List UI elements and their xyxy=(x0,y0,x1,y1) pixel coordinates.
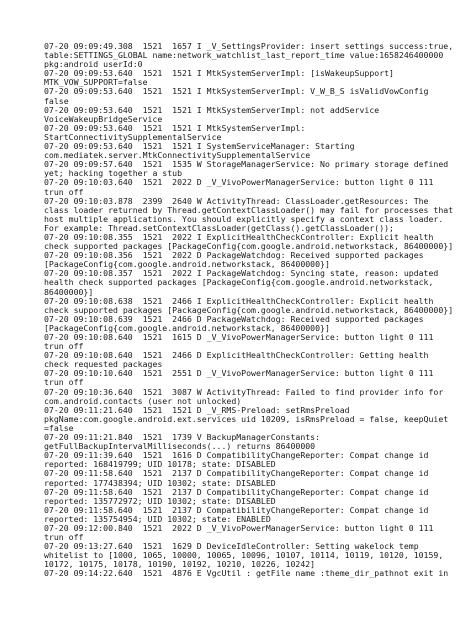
log-line: check supported packages [PackageConfig{com.google.android.networkstack, 86400000}] xyxy=(44,304,454,315)
log-line: com.android.contacts (user not unlocked) xyxy=(44,395,242,406)
log-line: getFullBackupIntervalMilliseconds(...) returns 86400000 xyxy=(44,441,316,452)
log-line: reported: 177438394; UID 10302; state: DISABLED xyxy=(44,477,276,488)
log-line: 07-20 09:11:58.640 1521 2137 D CompatibilityChangeReporter: Compat change id xyxy=(44,468,429,479)
log-line: trun off xyxy=(44,341,84,352)
log-line: 07-20 09:10:36.640 1521 3087 W ActivityThread: Failed to find provider info for xyxy=(44,386,444,397)
log-line: 07-20 09:10:08.640 1521 2466 D ExplicitHealthCheckController: Getting health xyxy=(44,350,429,361)
log-line: trun off xyxy=(44,377,84,388)
log-line: false xyxy=(44,95,69,106)
log-line: 07-20 09:09:53.640 1521 1521 I MtkSystemServerImpl: not addService xyxy=(44,104,380,115)
log-line: table:SETTINGS_GLOBAL name:network_watchlist_last_report_time value:1658246400000 xyxy=(44,50,444,61)
log-line: [PackageConfig{com.google.android.networkstack, 86400000}] xyxy=(44,259,330,270)
log-line: StartConnectivitySupplementalService xyxy=(44,131,222,142)
log-line: host multiple applications. You should explicitly specify a context class loader. xyxy=(44,213,444,224)
log-line: 07-20 09:10:03.640 1521 2022 D _V_VivoPowerManagerService: button light 0 111 xyxy=(44,177,434,188)
log-line: 07-20 09:10:08.357 1521 2022 I PackageWatchdog: Syncing state, reason: updated xyxy=(44,268,439,279)
log-line: trun off xyxy=(44,532,84,543)
log-line: yet; hacking together a stub xyxy=(44,168,183,179)
log-line: 07-20 09:13:27.640 1521 1629 D DeviceIdleController: Setting wakelock temp xyxy=(44,541,419,552)
log-line: 07-20 09:10:08.638 1521 2466 I ExplicitHealthCheckController: Explicit health xyxy=(44,295,434,306)
log-line: 10172, 10175, 10178, 10190, 10192, 10210, 10226, 10242] xyxy=(44,559,316,570)
log-line: whitelist to [1000, 1065, 10000, 10065, 10096, 10107, 10114, 10119, 10120, 10159, xyxy=(44,550,444,561)
log-line: 07-20 09:10:08.356 1521 2022 D PackageWatchdog: Received supported packages xyxy=(44,250,424,261)
log-line: pkgName:com.google.android.ext.services uid 10209, isRmsPreload = false, keepQuiet xyxy=(44,413,449,424)
log-line: 07-20 09:10:10.640 1521 2551 D _V_VivoPowerManagerService: button light 0 111 xyxy=(44,368,434,379)
log-line: 07-20 09:10:03.878 2399 2640 W ActivityThread: ClassLoader.getResources: The xyxy=(44,195,429,206)
log-line: check supported packages [PackageConfig{com.google.android.networkstack, 86400000}] xyxy=(44,241,454,252)
log-line: 07-20 09:11:58.640 1521 2137 D CompatibilityChangeReporter: Compat change id xyxy=(44,486,429,497)
log-line: 07-20 09:09:53.640 1521 1521 I MtkSystemServerImpl: [isWakeupSupport] xyxy=(44,68,394,79)
log-line: VoiceWakeupBridgeService xyxy=(44,113,163,124)
log-line: MTK_VOW_SUPPORT=false xyxy=(44,77,148,88)
log-line: trun off xyxy=(44,186,84,197)
log-line: 07-20 09:11:21.640 1521 1521 D _V_RMS-Preload: setRmsPreload xyxy=(44,404,350,415)
log-line: reported: 168419799; UID 10178; state: DISABLED xyxy=(44,459,276,470)
log-line: class loader returned by Thread.getContextClassLoader() may fail for processes that xyxy=(44,204,454,215)
log-line: health check supported packages [PackageConfig{com.google.android.networkstack, xyxy=(44,277,434,288)
log-line: 86400000}] xyxy=(44,286,94,297)
log-line: 07-20 09:09:53.640 1521 1521 I MtkSystemServerImpl: xyxy=(44,122,306,133)
log-line: 07-20 09:10:08.639 1521 2466 D PackageWatchdog: Received supported packages xyxy=(44,313,424,324)
log-line: 07-20 09:09:53.640 1521 1521 I MtkSystemServerImpl: V_W_B_S isValidVowConfig xyxy=(44,86,429,97)
log-line: com.mediatek.server.MtkConnectivitySupplementalService xyxy=(44,150,311,161)
log-line: reported: 135754954; UID 10302; state: ENABLED xyxy=(44,513,271,524)
log-line: [PackageConfig{com.google.android.networkstack, 86400000}] xyxy=(44,322,330,333)
log-text-block xyxy=(44,42,464,579)
log-line: 07-20 09:09:49.308 1521 1657 I _V_SettingsProvider: insert settings success:true, xyxy=(44,41,454,51)
log-line: 07-20 09:10:08.355 1521 2022 I ExplicitHealthCheckController: Explicit health xyxy=(44,231,434,242)
log-line: check requested packages xyxy=(44,359,163,370)
log-line: 07-20 09:11:21.840 1521 1739 V BackupManagerConstants: xyxy=(44,432,321,443)
log-line: 07-20 09:09:53.640 1521 1521 I SystemServiceManager: Starting xyxy=(44,141,355,152)
log-line: =false xyxy=(44,422,74,433)
log-line: reported: 135772972; UID 10302; state: DISABLED xyxy=(44,495,276,506)
log-line: 07-20 09:09:57.640 1521 1535 W StorageManagerService: No primary storage defined xyxy=(44,159,449,170)
log-line: 07-20 09:11:39.640 1521 1616 D CompatibilityChangeReporter: Compat change id xyxy=(44,450,429,461)
log-line: 07-20 09:11:58.640 1521 2137 D CompatibilityChangeReporter: Compat change id xyxy=(44,504,429,515)
log-line: pkg:android userId:0 xyxy=(44,59,143,70)
log-line: For example: Thread.setContextClassLoader(getClass().getClassLoader()); xyxy=(44,222,394,233)
log-line: 07-20 09:14:22.640 1521 4876 E VgcUtil : getFile name :theme_dir_pathnot exit in xyxy=(44,568,449,579)
log-line: 07-20 09:12:00.840 1521 2022 D _V_VivoPowerManagerService: button light 0 111 xyxy=(44,522,434,533)
log-line: 07-20 09:10:08.640 1521 1615 D _V_VivoPowerManagerService: button light 0 111 xyxy=(44,332,434,342)
